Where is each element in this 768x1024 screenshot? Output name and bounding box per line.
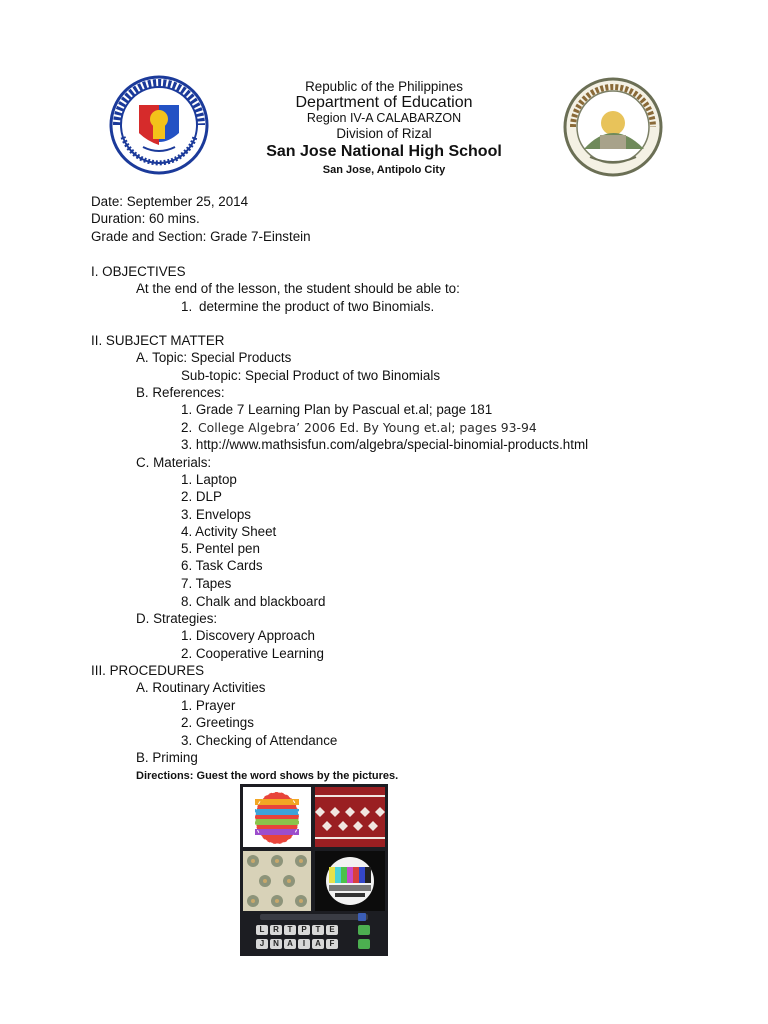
letter-key[interactable]: N: [270, 939, 282, 949]
strategy-item: 1. Discovery Approach: [181, 628, 315, 643]
republic-heading: Republic of the Philippines: [305, 79, 463, 94]
routinary-item: 2. Greetings: [181, 715, 254, 730]
letter-key[interactable]: P: [298, 925, 310, 935]
references-label: B. References:: [136, 385, 225, 400]
routinary-item: 3. Checking of Attendance: [181, 733, 338, 748]
material-item: 4. Activity Sheet: [181, 524, 277, 539]
letter-key[interactable]: R: [270, 925, 282, 935]
material-item: 7. Tapes: [181, 576, 232, 591]
reference-item: 3. http://www.mathsisfun.com/algebra/special-binomial-products.html: [181, 437, 589, 452]
date-line: Date: September 25, 2014: [91, 194, 249, 209]
material-item: 3. Envelops: [181, 507, 251, 522]
reference-item: 1. Grade 7 Learning Plan by Pascual et.al; page 181: [181, 402, 493, 417]
material-item: 6. Task Cards: [181, 558, 263, 573]
letter-key[interactable]: A: [312, 939, 324, 949]
hint-button[interactable]: [358, 913, 366, 921]
materials-label: C. Materials:: [136, 455, 212, 470]
division-heading: Division of Rizal: [336, 126, 432, 141]
letter-key[interactable]: J: [256, 939, 268, 949]
procedures-heading: III. PROCEDURES: [91, 663, 205, 678]
objectives-heading: I. OBJECTIVES: [91, 264, 186, 279]
directions-text: Directions: Guest the word shows by the pictures.: [136, 770, 399, 782]
knit-pattern-picture: [315, 787, 385, 847]
letter-key[interactable]: E: [326, 925, 338, 935]
letter-key[interactable]: I: [298, 939, 310, 949]
priming-label: B. Priming: [136, 750, 198, 765]
topic-line: A. Topic: Special Products: [136, 350, 292, 365]
routinary-item: 1. Prayer: [181, 698, 236, 713]
strategy-item: 2. Cooperative Learning: [181, 646, 324, 661]
material-item: 2. DLP: [181, 489, 222, 504]
letter-key[interactable]: F: [326, 939, 338, 949]
wallpaper-pattern-picture: [243, 851, 311, 911]
school-name: San Jose National High School: [266, 143, 502, 160]
subtopic-line: Sub-topic: Special Product of two Binomials: [181, 368, 441, 383]
routinary-label: A. Routinary Activities: [136, 680, 266, 695]
share-icon[interactable]: [358, 925, 370, 935]
objective-text: determine the product of two Binomials.: [199, 299, 435, 314]
objective-number: 1.: [181, 299, 193, 314]
bomb-icon[interactable]: [358, 939, 370, 949]
test-card-picture: [315, 851, 385, 911]
region-heading: Region IV-A CALABARZON: [306, 111, 462, 125]
strategies-label: D. Strategies:: [136, 611, 218, 626]
material-item: 8. Chalk and blackboard: [181, 594, 326, 609]
egg-picture: [243, 787, 311, 847]
reference-number: 2.: [181, 420, 193, 435]
letter-key[interactable]: A: [284, 939, 296, 949]
letter-key[interactable]: T: [312, 925, 324, 935]
duration-line: Duration: 60 mins.: [91, 211, 200, 226]
material-item: 1. Laptop: [181, 472, 237, 487]
picture-puzzle-image: [240, 784, 388, 956]
grade-line: Grade and Section: Grade 7-Einstein: [91, 229, 311, 244]
department-heading: Department of Education: [295, 94, 473, 111]
school-address: San Jose, Antipolo City: [322, 164, 446, 176]
material-item: 5. Pentel pen: [181, 541, 260, 556]
reference-item: College Algebra’ 2006 Ed. By Young et.al; pages 93-94: [198, 420, 537, 435]
answer-slots: [260, 914, 368, 920]
objectives-intro: At the end of the lesson, the student should be able to:: [136, 281, 460, 296]
subject-heading: II. SUBJECT MATTER: [91, 333, 225, 348]
letter-key[interactable]: L: [256, 925, 268, 935]
letter-key[interactable]: T: [284, 925, 296, 935]
